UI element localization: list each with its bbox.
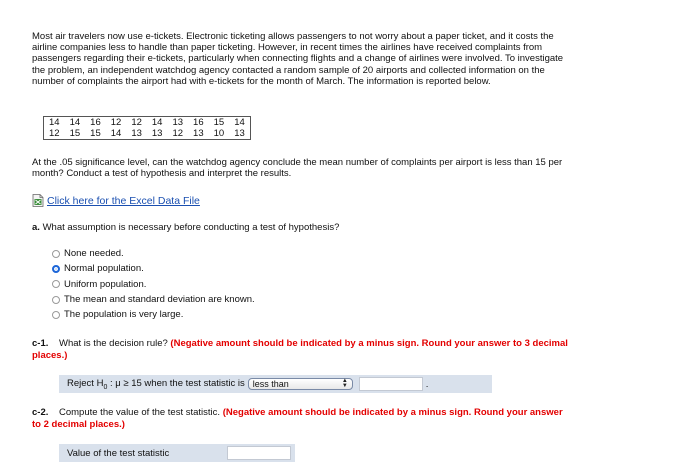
part-c1-text: What is the decision rule? [59, 338, 168, 349]
critical-value-input[interactable] [359, 377, 423, 391]
part-c2-text: Compute the value of the test statistic. [59, 407, 221, 418]
intro-paragraph: Most air travelers now use e-tickets. Electronic ticketing allows passengers to not worry about a paper ticket, and it costs the airline companies less to handle than paper ticketing. However, in recent times the airlines have received complaints from passengers regarding their e-tickets, particularly when connecting flights and a change of airlines were involved. To investigate the problem, an independent watchdog agency contacted a random sample of 20 airports and collected information on the number of complaints the airport had with e-tickets for the month of March. The information is reported below. [32, 31, 564, 87]
excel-file-icon [32, 194, 44, 207]
option-uniform-population[interactable] [52, 277, 255, 292]
table-cell: 12 [49, 128, 60, 139]
excel-link-row[interactable] [32, 194, 200, 207]
table-cell: 15 [90, 128, 101, 139]
select-value: less than [252, 379, 289, 389]
table-cell: 14 [49, 117, 60, 128]
table-row [44, 117, 251, 129]
data-table [43, 116, 251, 140]
part-c2-label: c-2. [32, 407, 49, 418]
radio-button[interactable] [52, 250, 60, 258]
part-a-text: What assumption is necessary before conducting a test of hypothesis? [42, 222, 340, 233]
part-c1-label: c-1. [32, 338, 49, 349]
option-label: Uniform population. [64, 278, 147, 290]
table-cell: 13 [131, 128, 142, 139]
excel-data-link[interactable]: Click here for the Excel Data File [47, 194, 200, 207]
radio-button-selected[interactable] [52, 265, 60, 273]
option-label: The population is very large. [64, 309, 184, 321]
option-population-large[interactable] [52, 307, 255, 322]
option-mean-sd-known[interactable] [52, 292, 255, 307]
period-suffix: . [425, 378, 429, 390]
test-statistic-row [59, 444, 295, 462]
part-a-question [32, 222, 339, 233]
radio-button[interactable] [52, 311, 60, 319]
table-cell: 13 [193, 128, 204, 139]
table-cell: 14 [234, 117, 245, 128]
table-cell: 14 [69, 117, 81, 128]
table-cell: 13 [172, 117, 184, 128]
reject-rest: : μ ≥ 15 when the test statistic is [107, 377, 245, 389]
test-statistic-label: Value of the test statistic [67, 447, 170, 459]
table-cell: 13 [234, 128, 245, 139]
part-c1-instruction: (Negative amount should be indicated by a minus sign. Round your answer to 3 decimal places.) [32, 338, 568, 361]
table-cell: 16 [193, 117, 204, 128]
h-subscript: 0 [103, 383, 108, 391]
part-a-label: a. [32, 222, 40, 233]
option-normal-population[interactable] [52, 261, 255, 276]
option-label: Normal population. [64, 263, 144, 275]
part-c2-instruction: (Negative amount should be indicated by a minus sign. Round your answer to 2 decimal places.) [32, 407, 563, 430]
table-cell: 12 [131, 117, 142, 128]
table-cell: 13 [151, 128, 163, 139]
table-cell: 16 [90, 117, 101, 128]
table-cell: 15 [69, 128, 81, 139]
part-c2-question [32, 407, 572, 430]
reject-prefix: Reject H [67, 377, 104, 389]
comparison-select[interactable] [248, 378, 353, 390]
part-c1-question [32, 338, 572, 361]
assumption-options [52, 246, 255, 322]
option-label: The mean and standard deviation are known. [64, 294, 255, 306]
table-cell: 15 [213, 117, 225, 128]
decision-rule-text [67, 378, 245, 391]
updown-chevron-icon: ▲ ▼ [341, 378, 348, 389]
radio-button[interactable] [52, 280, 60, 288]
table-cell: 10 [213, 128, 225, 139]
table-cell: 14 [110, 128, 122, 139]
test-statistic-input[interactable] [227, 446, 291, 460]
option-none-needed[interactable] [52, 246, 255, 261]
question-intro: At the .05 significance level, can the watchdog agency conclude the mean number of complaints per airport is less than 15 per month? Conduct a test of hypothesis and interpret the results. [32, 157, 563, 180]
table-row [44, 128, 251, 140]
table-cell: 14 [151, 117, 163, 128]
decision-rule-row [59, 375, 492, 393]
table-cell: 12 [110, 117, 122, 128]
radio-button[interactable] [52, 296, 60, 304]
table-cell: 12 [172, 128, 184, 139]
option-label: None needed. [64, 248, 124, 260]
